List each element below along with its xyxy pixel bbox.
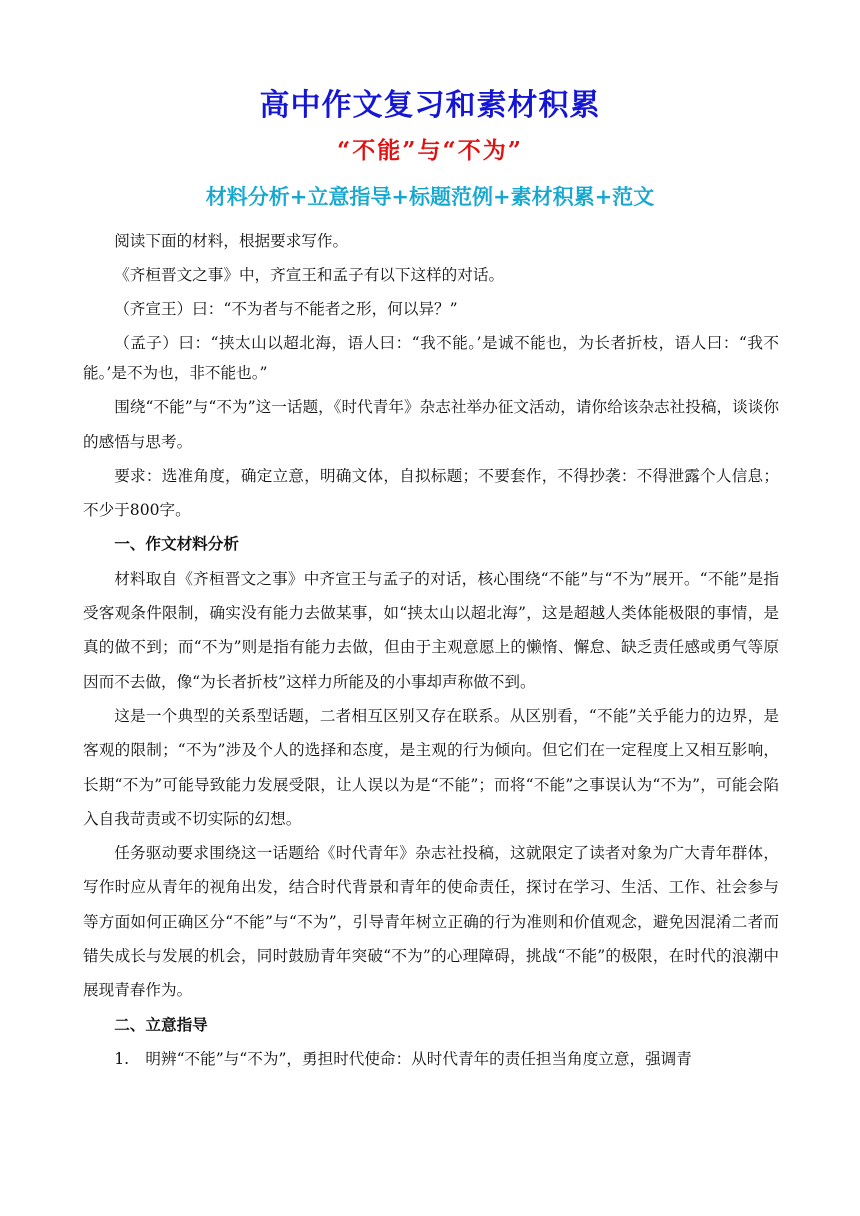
document-body <box>83 224 779 1076</box>
prompt-paragraph: 围绕“不能”与“不为”这一话题，《时代青年》杂志社举办征文活动，请你给该杂志社投稿，谈谈你的感悟与思考。 <box>83 398 779 451</box>
prompt-paragraph: 阅读下面的材料，根据要求写作。 <box>114 232 349 250</box>
body-paragraph: 材料取自《齐桓晋文之事》中齐宣王与孟子的对话，核心围绕“不能”与“不为”展开。“不能”是指受客观条件限制，确实没有能力去做某事，如“挟太山以超北海”，这是超越人类体能极限的事情，是真的做不到；而“不为”则是指有能力去做，但由于主观意愿上的懒惰、懈怠、缺乏责任感或勇气等原因而不去做，像“为长者折枝”这样力所能及的小事却声称做不到。 <box>83 569 779 691</box>
list-item-text: 明辨“不能”与“不为”，勇担时代使命：从时代青年的责任担当角度立意，强调青 <box>145 1049 692 1068</box>
section-heading: 二、立意指导 <box>114 1015 208 1034</box>
list-item-number: 1. <box>114 1049 130 1068</box>
body-paragraph: 任务驱动要求围绕这一话题给《时代青年》杂志社投稿，这就限定了读者对象为广大青年群体，写作时应从青年的视角出发，结合时代背景和青年的使命责任，探讨在学习、生活、工作、社会参与等方面如何正确区分“不能”与“不为”，引导青年树立正确的行为准则和价值观念，避免因混淆二者而错失成长与发展的机会，同时鼓励青年突破“不为”的心理障碍，挑战“不能”的极限，在时代的浪潮中展现青春作为。 <box>83 844 779 1000</box>
document-subtitle: “不能”与“不为” <box>337 137 523 164</box>
list-item <box>83 1042 779 1076</box>
prompt-paragraph: 要求：选准角度，确定立意，明确文体，自拟标题；不要套作，不得抄袭：不得泄露个人信息；不少于800字。 <box>83 466 779 520</box>
document-title: 高中作文复习和素材积累 <box>259 88 601 123</box>
prompt-paragraph: （孟子）曰：“挟太山以超北海，语人曰：“我不能。’是诚不能也，为长者折枝，语人曰：“我不能。’是不为也，非不能也。” <box>83 334 779 383</box>
document-subtitle-outline: 材料分析+立意指导+标题范例+素材积累+范文 <box>205 184 655 209</box>
prompt-paragraph: 《齐桓晋文之事》中，齐宣王和孟子有以下这样的对话。 <box>114 266 505 285</box>
body-paragraph: 这是一个典型的关系型话题，二者相互区别又存在联系。从区别看，“不能”关乎能力的边界，是客观的限制；“不为”涉及个人的选择和态度，是主观的行为倾向。但它们在一定程度上又相互影响，长期“不为”可能导致能力发展受限，让人误以为是“不能”；而将“不能”之事误认为“不为”，可能会陷入自我苛责或不切实际的幻想。 <box>83 706 779 828</box>
section-heading: 一、作文材料分析 <box>114 535 239 554</box>
prompt-paragraph: （齐宣王）曰：“不为者与不能者之形，何以异？” <box>114 300 458 319</box>
